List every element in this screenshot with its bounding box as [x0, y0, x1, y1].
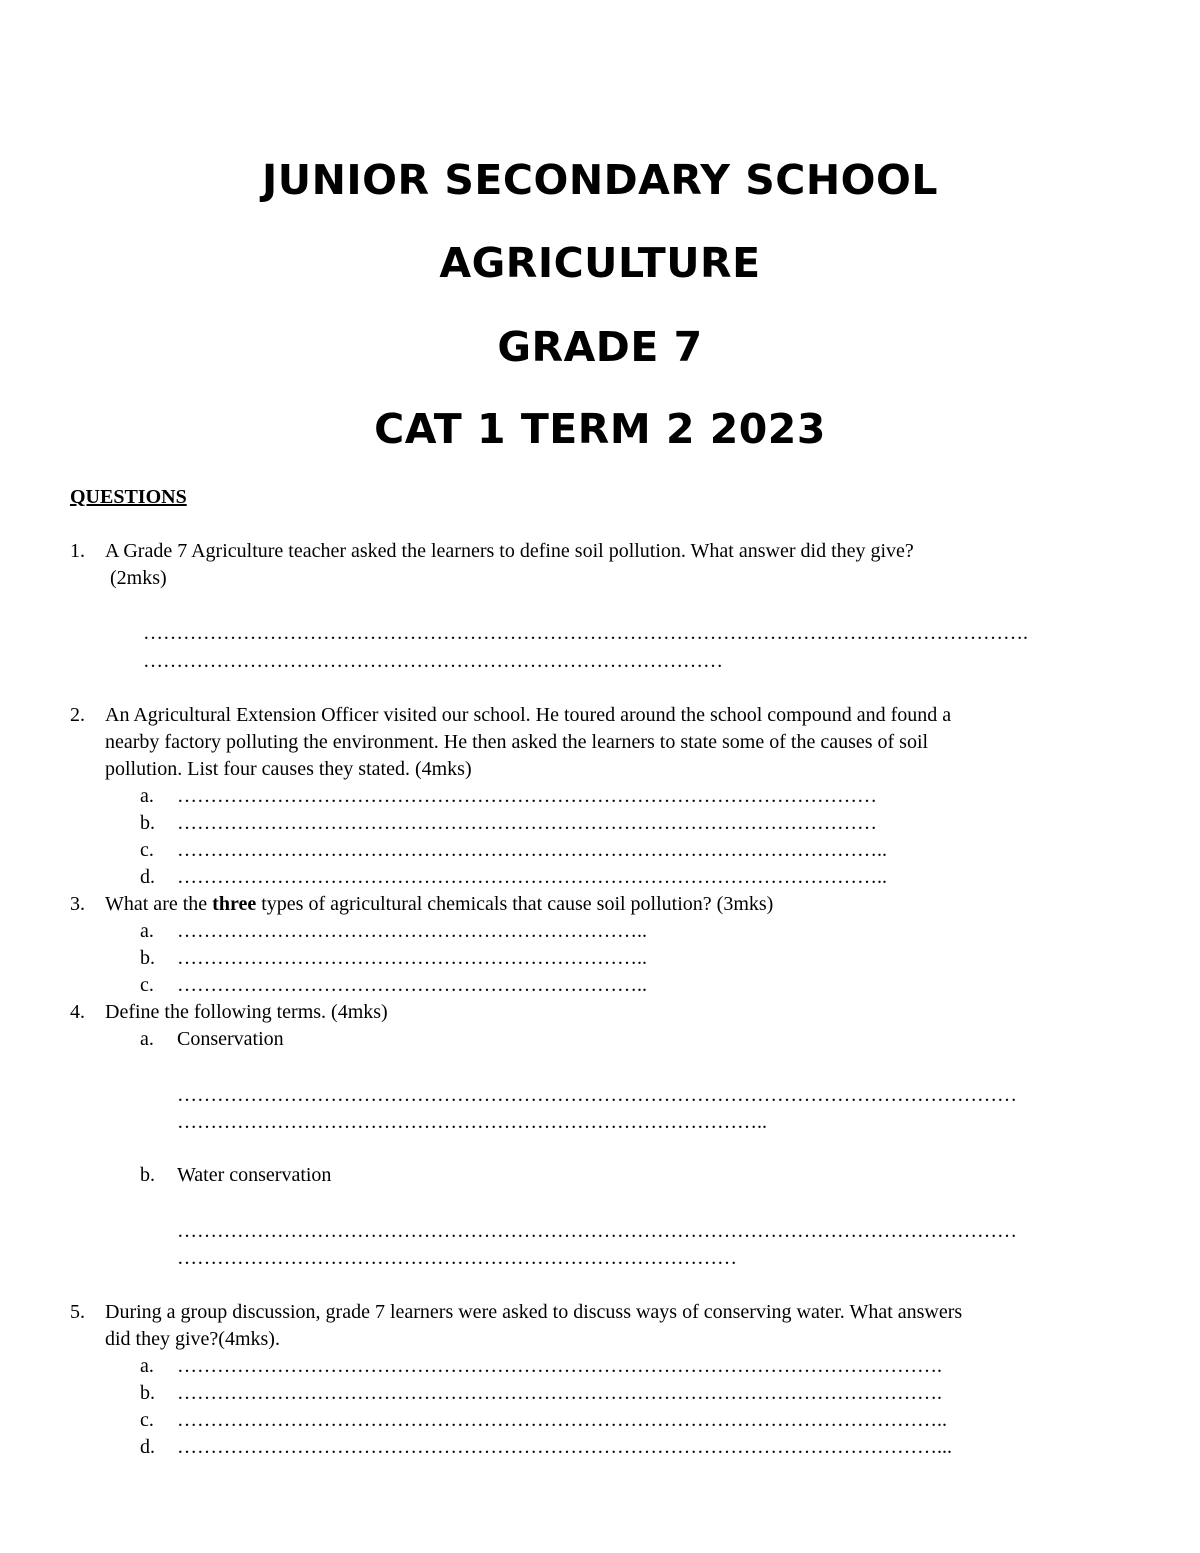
term-label: Conservation — [177, 1028, 284, 1050]
item-letter: b. — [140, 947, 155, 969]
exam-title: CAT 1 TERM 2 2023 — [374, 405, 826, 453]
item-letter: c. — [140, 839, 154, 861]
item-letter: a. — [140, 1028, 154, 1050]
item-letter: b. — [140, 1382, 155, 1404]
question-text-part: What are the — [105, 893, 208, 915]
question-number: 2. — [70, 704, 85, 726]
question-text-part: types of agricultural chemicals that cause soil pollution? (3mks) — [261, 893, 774, 915]
answer-line: …………………………………………………………………………………………… — [177, 812, 877, 834]
answer-line: …………………………………………………………………………………………….. — [177, 866, 887, 888]
answer-line: ……………………………………………………………………………………………………………… — [177, 1084, 1017, 1106]
question-text: During a group discussion, grade 7 learners were asked to discuss ways of conserving water. What answers — [105, 1301, 963, 1323]
grade-title: GRADE 7 — [497, 323, 703, 371]
answer-line: …………………………………………………………………………………………………….. — [177, 1409, 947, 1431]
question-text: nearby factory polluting the environment. He then asked the learners to state some of the causes of soil — [105, 731, 929, 753]
question-number: 1. — [70, 540, 85, 562]
answer-line: …………………………………………………………………………………………….. — [177, 839, 887, 861]
item-letter: d. — [140, 1436, 155, 1458]
question-marks: (2mks) — [110, 567, 167, 589]
item-letter: a. — [140, 1355, 154, 1377]
question-number: 4. — [70, 1001, 85, 1023]
answer-line: ………………………………………………………………………… — [177, 1247, 737, 1269]
answer-line: …………………………………………………………….. — [177, 974, 647, 996]
question-text: Define the following terms. (4mks) — [105, 1001, 388, 1023]
answer-line: ……………………………………………………………………………………………………. — [177, 1382, 942, 1404]
item-letter: b. — [140, 1164, 155, 1186]
item-letter: a. — [140, 920, 154, 942]
answer-line: ……………………………………………………………………………………………………………… — [177, 1220, 1017, 1242]
item-letter: b. — [140, 812, 155, 834]
question-text: did they give?(4mks). — [105, 1328, 280, 1350]
answer-line: ……………………………………………………………………………………………………………………. — [143, 622, 1028, 644]
answer-line: ……………………………………………………………………………………………………... — [177, 1436, 952, 1458]
question-text: pollution. List four causes they stated. (4mks) — [105, 758, 472, 780]
item-letter: d. — [140, 866, 155, 888]
emphasis-word: three — [212, 893, 257, 915]
answer-line: …………………………………………………………….. — [177, 947, 647, 969]
item-letter: c. — [140, 1409, 154, 1431]
item-letter: c. — [140, 974, 154, 996]
question-number: 5. — [70, 1301, 85, 1323]
answer-line: …………………………………………………………………………………………… — [177, 785, 877, 807]
question-text: An Agricultural Extension Officer visited our school. He toured around the school compound and found a — [105, 704, 952, 726]
question-text: A Grade 7 Agriculture teacher asked the learners to define soil pollution. What answer did they give? — [105, 540, 914, 562]
question-number: 3. — [70, 893, 85, 915]
item-letter: a. — [140, 785, 154, 807]
school-title: JUNIOR SECONDARY SCHOOL — [262, 156, 938, 204]
answer-line: …………………………………………………………………………….. — [177, 1111, 767, 1133]
question-text — [105, 891, 773, 918]
questions-heading: QUESTIONS — [70, 486, 187, 508]
answer-line: ……………………………………………………………………………………………………. — [177, 1355, 942, 1377]
term-label: Water conservation — [177, 1164, 332, 1186]
answer-line: …………………………………………………………….. — [177, 920, 647, 942]
answer-line: …………………………………………………………………………… — [143, 650, 723, 672]
subject-title: AGRICULTURE — [439, 239, 761, 287]
